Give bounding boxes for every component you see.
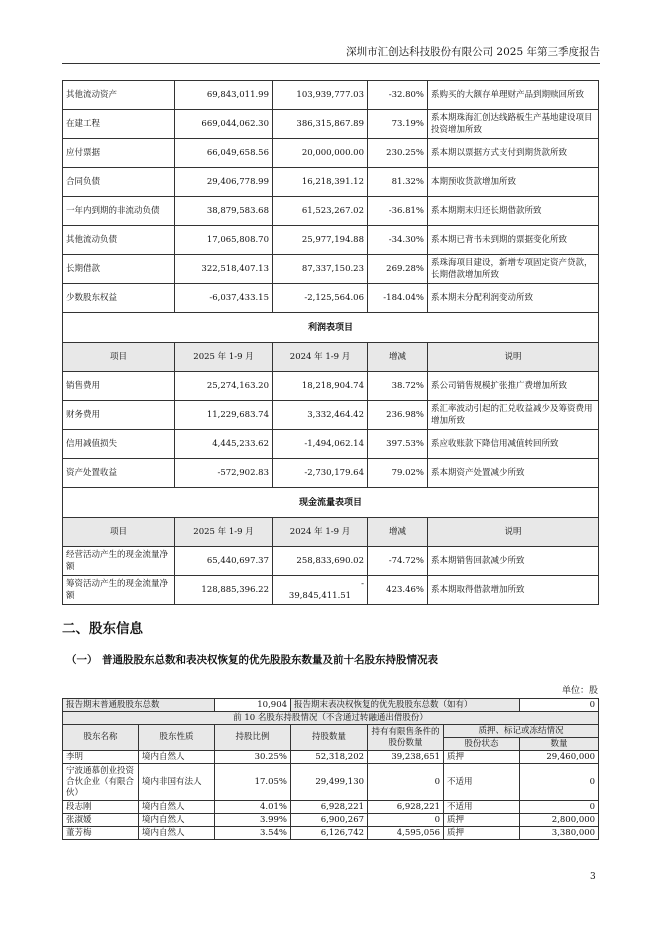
- row-current-value: 11,229,683.74: [175, 401, 273, 430]
- row-item: 在建工程: [63, 110, 175, 139]
- row-current-value: 17,065,808.70: [175, 226, 273, 255]
- shareholder-ratio: 3.99%: [215, 814, 291, 827]
- col-header-pledge-group: 质押、标记或冻结情况: [444, 725, 599, 738]
- top10-caption: 前 10 名股东持股情况（不含通过转融通出借股份）: [63, 712, 599, 725]
- row-reason: 系本期取得借款增加所致: [428, 576, 599, 605]
- table-row: [63, 430, 599, 459]
- row-current-value: 38,879,583.68: [175, 197, 273, 226]
- shareholder-pledged-amount: 29,460,000: [520, 751, 599, 764]
- row-prior-value: 3,332,464.42: [273, 401, 368, 430]
- column-header: 2024 年 1-9 月: [273, 518, 368, 547]
- column-header: 项目: [63, 518, 175, 547]
- row-prior-value: 16,218,391.12: [273, 168, 368, 197]
- shareholder-nature: 境内自然人: [139, 751, 215, 764]
- row-reason: 系珠海项目建设，新增专项固定资产贷款，长期借款增加所致: [428, 255, 599, 284]
- col-header-nature: 股东性质: [139, 725, 215, 751]
- row-prior-value: 258,833,690.02: [273, 547, 368, 576]
- row-reason: 系本期资产处置减少所致: [428, 459, 599, 488]
- preferred-holders-value: 0: [520, 699, 599, 712]
- row-current-value: 65,440,697.37: [175, 547, 273, 576]
- shareholder-pledged-amount: 0: [520, 801, 599, 814]
- table-row: [63, 168, 599, 197]
- row-change: -184.04%: [368, 284, 428, 313]
- table-row: [63, 372, 599, 401]
- shareholder-pledge-status: 质押: [444, 814, 520, 827]
- table-row: [63, 459, 599, 488]
- row-reason: 系公司销售规模扩张推广费增加所致: [428, 372, 599, 401]
- shareholder-ratio: 30.25%: [215, 751, 291, 764]
- column-header: 2024 年 1-9 月: [273, 343, 368, 372]
- shareholder-amount: 29,499,130: [291, 764, 368, 801]
- shareholder-amount: 6,900,267: [291, 814, 368, 827]
- shareholder-name: 宁波通慕创业投资合伙企业（有限合伙）: [63, 764, 139, 801]
- row-change: -32.80%: [368, 81, 428, 110]
- shareholder-pledge-status: 不适用: [444, 764, 520, 801]
- row-current-value: 69,843,011.99: [175, 81, 273, 110]
- row-current-value: -6,037,433.15: [175, 284, 273, 313]
- column-header: 说明: [428, 518, 599, 547]
- row-change: 423.46%: [368, 576, 428, 605]
- shareholder-row: [63, 814, 599, 827]
- col-header-ratio: 持股比例: [215, 725, 291, 751]
- row-reason: 系应收账款下降信用减值转回所致: [428, 430, 599, 459]
- row-reason: 系本期以票据方式支付到期货款所致: [428, 139, 599, 168]
- row-prior-value: 386,315,867.89: [273, 110, 368, 139]
- row-current-value: 128,885,396.22: [175, 576, 273, 605]
- subsection-text: 普通股股东总数和表决权恢复的优先股股东数量及前十名股东持股情况表: [102, 654, 438, 666]
- shareholder-restricted: 39,238,651: [368, 751, 444, 764]
- row-prior-value: 18,218,904.74: [273, 372, 368, 401]
- row-change: 230.25%: [368, 139, 428, 168]
- col-header-name: 股东名称: [63, 725, 139, 751]
- row-reason: 系本期珠海汇创达线路板生产基地建设项目投资增加所致: [428, 110, 599, 139]
- shareholder-row: [63, 827, 599, 840]
- shareholder-nature: 境内自然人: [139, 801, 215, 814]
- row-reason: 系本期已背书未到期的票据变化所致: [428, 226, 599, 255]
- table-row: [63, 197, 599, 226]
- shareholder-amount: 52,318,202: [291, 751, 368, 764]
- row-prior-value: 103,939,777.03: [273, 81, 368, 110]
- shareholder-name: 段志刚: [63, 801, 139, 814]
- row-reason: 系本期未分配利润变动所致: [428, 284, 599, 313]
- shareholder-restricted: 0: [368, 814, 444, 827]
- row-current-value: 29,406,778.99: [175, 168, 273, 197]
- shareholder-ratio: 17.05%: [215, 764, 291, 801]
- row-reason: 系购买的大额存单理财产品到期赎回所致: [428, 81, 599, 110]
- row-reason: 系本期期末归还长期借款所致: [428, 197, 599, 226]
- row-item: 销售费用: [63, 372, 175, 401]
- row-item: 长期借款: [63, 255, 175, 284]
- col-header-pledge-amount: 数量: [520, 738, 599, 751]
- shareholder-row: [63, 764, 599, 801]
- shareholder-restricted: 4,595,056: [368, 827, 444, 840]
- row-change: 79.02%: [368, 459, 428, 488]
- row-change: 38.72%: [368, 372, 428, 401]
- row-prior-sign: -: [361, 579, 364, 589]
- shareholder-amount: 6,126,742: [291, 827, 368, 840]
- shareholder-pledged-amount: 3,380,000: [520, 827, 599, 840]
- unit-label: 单位：股: [561, 686, 598, 696]
- row-reason: 本期预收货款增加所致: [428, 168, 599, 197]
- shareholder-pledged-amount: 0: [520, 764, 599, 801]
- column-header: 2025 年 1-9 月: [175, 343, 273, 372]
- row-change: 73.19%: [368, 110, 428, 139]
- row-item: 少数股东权益: [63, 284, 175, 313]
- table-row: [63, 547, 599, 576]
- shareholder-restricted: 6,928,221: [368, 801, 444, 814]
- row-item: 应付票据: [63, 139, 175, 168]
- cashflow-section-title: 现金流量表项目: [63, 488, 599, 518]
- shareholder-nature: 境内非国有法人: [139, 764, 215, 801]
- shareholder-nature: 境内自然人: [139, 814, 215, 827]
- row-prior-value: -2,125,564.06: [273, 284, 368, 313]
- page-header: 深圳市汇创达科技股份有限公司 2025 年第三季度报告: [62, 44, 600, 64]
- row-prior-value: [273, 576, 368, 605]
- column-header: 2025 年 1-9 月: [175, 518, 273, 547]
- row-prior-value: 20,000,000.00: [273, 139, 368, 168]
- row-change: 81.32%: [368, 168, 428, 197]
- row-prior-value: 61,523,267.02: [273, 197, 368, 226]
- subsection-title: [66, 652, 606, 667]
- table-row: [63, 226, 599, 255]
- row-change: 397.53%: [368, 430, 428, 459]
- row-item: 经营活动产生的现金流量净额: [63, 547, 175, 576]
- row-item: 筹资活动产生的现金流量净额: [63, 576, 175, 605]
- row-prior-value: 87,337,150.23: [273, 255, 368, 284]
- row-change: -74.72%: [368, 547, 428, 576]
- subsection-number: （一）: [66, 654, 98, 666]
- row-item: 合同负债: [63, 168, 175, 197]
- row-change: 269.28%: [368, 255, 428, 284]
- row-current-value: 25,274,163.20: [175, 372, 273, 401]
- section-title: 二、股东信息: [62, 621, 143, 637]
- shareholder-ratio: 3.54%: [215, 827, 291, 840]
- table-row: [63, 81, 599, 110]
- shareholder-ratio: 4.01%: [215, 801, 291, 814]
- row-item: 信用减值损失: [63, 430, 175, 459]
- row-change: 236.98%: [368, 401, 428, 430]
- row-item: 其他流动负债: [63, 226, 175, 255]
- table-row: [63, 139, 599, 168]
- row-change: -34.30%: [368, 226, 428, 255]
- column-header: 增减: [368, 518, 428, 547]
- row-current-value: 669,044,062.30: [175, 110, 273, 139]
- shareholder-restricted: 0: [368, 764, 444, 801]
- table-row: [63, 110, 599, 139]
- row-change: -36.81%: [368, 197, 428, 226]
- financial-changes-table: [62, 80, 599, 605]
- table-row: [63, 576, 599, 605]
- row-prior-amount: 39,845,411.51: [288, 591, 352, 601]
- common-holders-value: 10,904: [215, 699, 291, 712]
- row-current-value: 4,445,233.62: [175, 430, 273, 459]
- row-prior-value: -1,494,062.14: [273, 430, 368, 459]
- income-section-title: 利润表项目: [63, 313, 599, 343]
- shareholder-row: [63, 751, 599, 764]
- shareholder-row: [63, 801, 599, 814]
- row-item: 资产处置收益: [63, 459, 175, 488]
- shareholder-pledge-status: 质押: [444, 827, 520, 840]
- row-item: 一年内到期的非流动负债: [63, 197, 175, 226]
- page-number: 3: [590, 872, 596, 882]
- row-current-value: 66,049,658.56: [175, 139, 273, 168]
- shareholder-name: 董芳梅: [63, 827, 139, 840]
- shareholder-pledge-status: 不适用: [444, 801, 520, 814]
- table-row: [63, 401, 599, 430]
- column-header: 项目: [63, 343, 175, 372]
- column-header: 说明: [428, 343, 599, 372]
- row-item: 财务费用: [63, 401, 175, 430]
- shareholder-pledge-status: 质押: [444, 751, 520, 764]
- common-holders-label: 报告期末普通股股东总数: [63, 699, 215, 712]
- col-header-pledge-status: 股份状态: [444, 738, 520, 751]
- col-header-restricted: 持有有限售条件的股份数量: [368, 725, 444, 751]
- shareholder-name: 张淑媛: [63, 814, 139, 827]
- shareholder-nature: 境内自然人: [139, 827, 215, 840]
- row-reason: 系汇率波动引起的汇兑收益减少及筹资费用增加所致: [428, 401, 599, 430]
- row-current-value: 322,518,407.13: [175, 255, 273, 284]
- preferred-holders-label: 报告期末表决权恢复的优先股股东总数（如有）: [291, 699, 520, 712]
- shareholder-amount: 6,928,221: [291, 801, 368, 814]
- col-header-amount: 持股数量: [291, 725, 368, 751]
- table-row: [63, 255, 599, 284]
- row-item: 其他流动资产: [63, 81, 175, 110]
- row-reason: 系本期销售回款减少所致: [428, 547, 599, 576]
- shareholder-pledged-amount: 2,800,000: [520, 814, 599, 827]
- shareholder-name: 李明: [63, 751, 139, 764]
- shareholders-table: [62, 698, 599, 840]
- row-prior-value: -2,730,179.64: [273, 459, 368, 488]
- table-row: [63, 284, 599, 313]
- row-prior-value: 25,977,194.88: [273, 226, 368, 255]
- column-header: 增减: [368, 343, 428, 372]
- row-current-value: -572,902.83: [175, 459, 273, 488]
